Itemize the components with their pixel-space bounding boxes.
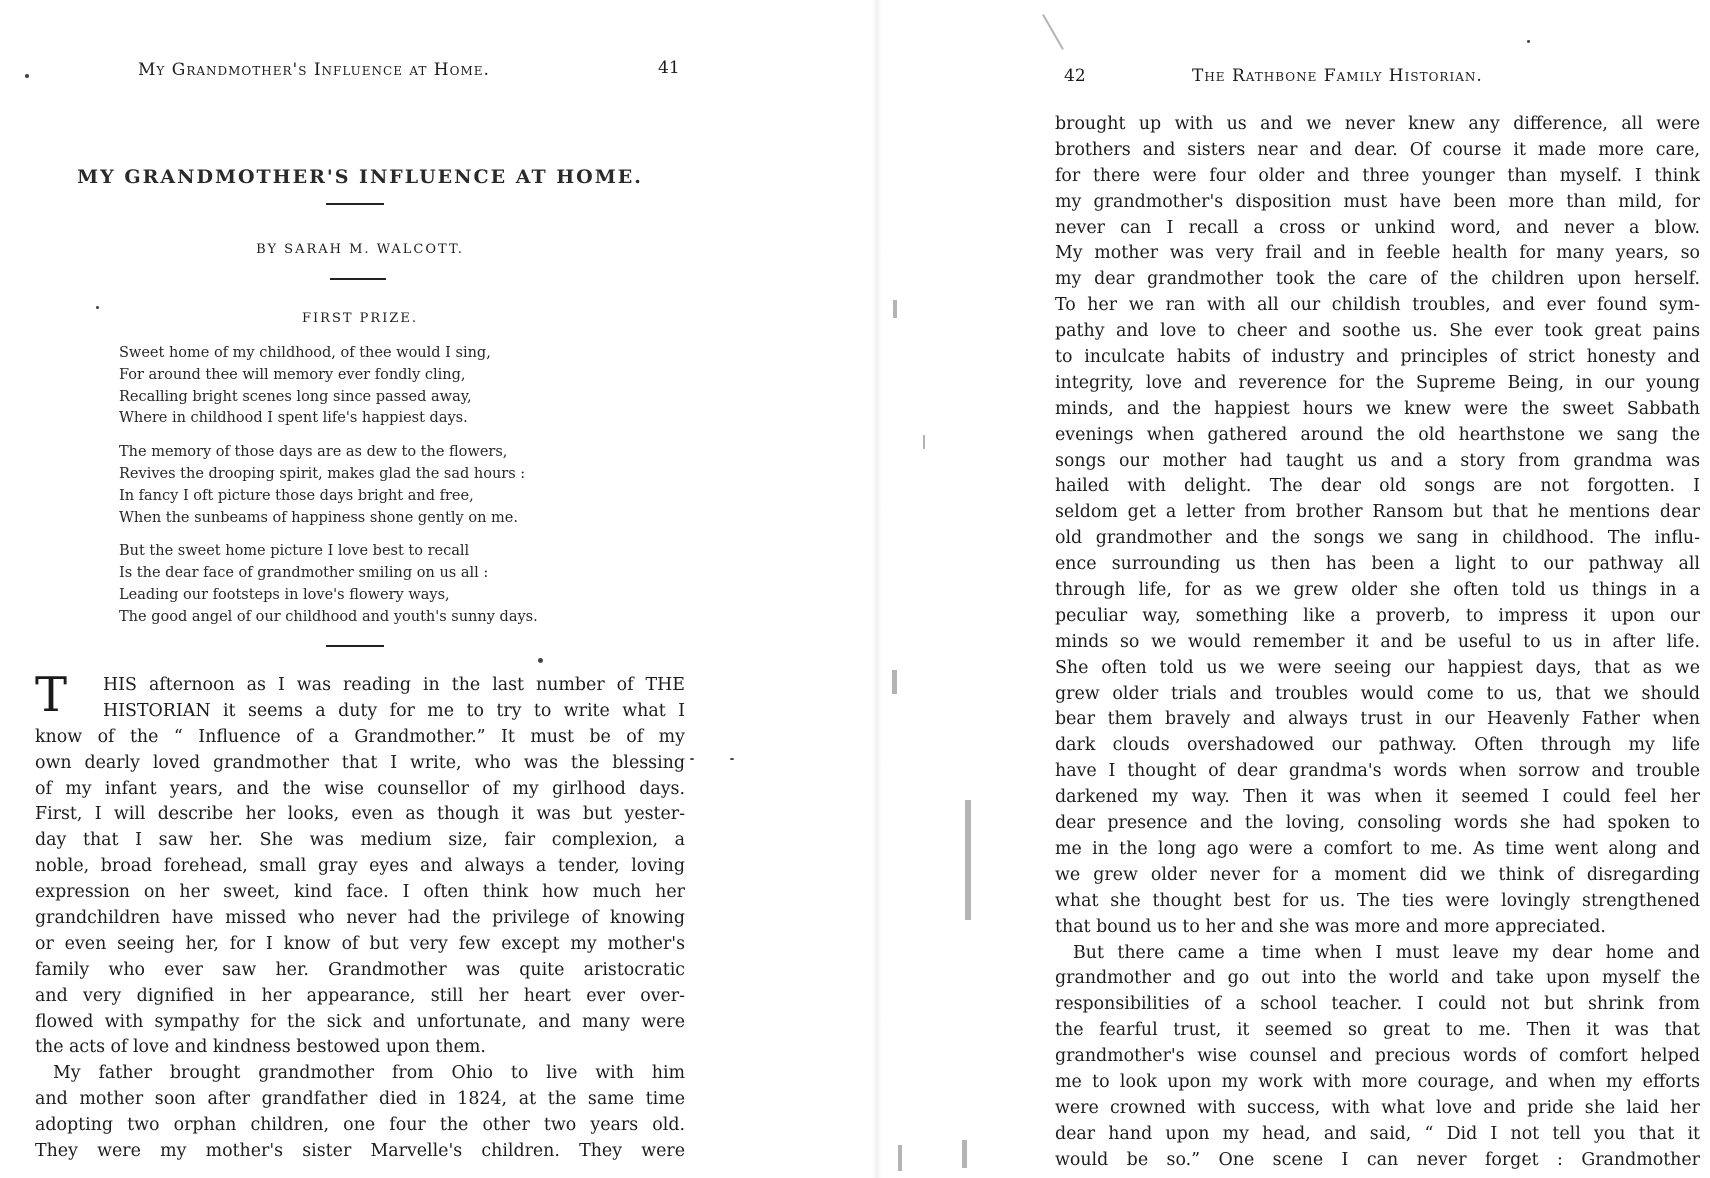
prose-line: brothers and sisters near and dear. Of course it made more care, xyxy=(1055,139,1700,160)
scan-speck xyxy=(96,306,99,309)
prose-line: bear them bravely and always trust in our Heavenly Father when xyxy=(1055,709,1700,730)
prose-line: me to look upon my work with more courage, and when my efforts xyxy=(1055,1071,1700,1092)
prose-line: seldom get a letter from brother Ransom but that he mentions dear xyxy=(1055,502,1700,523)
prose-line: grandmother's wise counsel and precious words of comfort helped xyxy=(1055,1046,1700,1067)
poem-line: But the sweet home picture I love best to recall xyxy=(119,543,470,560)
prose-line: what she thought best for us. The ties were lovingly strengthened xyxy=(1055,890,1700,911)
prose-line: of my infant years, and the wise counsellor of my girlhood days. xyxy=(35,778,685,799)
poem-rule xyxy=(326,645,384,647)
prose-line: dear hand upon my head, and said, “ Did I not tell you that it xyxy=(1055,1123,1700,1144)
poem-stanza xyxy=(119,343,639,430)
prose-line: songs our mother had taught us and a story from grandma was xyxy=(1055,450,1700,471)
prose-line: never can I recall a cross or unkind word, and never a blow. xyxy=(1055,217,1700,238)
prose-line: flowed with sympathy for the sick and unfortunate, and many were xyxy=(35,1011,685,1032)
poem-line: Revives the drooping spirit, makes glad the sad hours : xyxy=(119,465,526,482)
poem-stanza xyxy=(119,541,639,628)
prose-line: to inculcate habits of industry and principles of strict honesty and xyxy=(1055,347,1700,368)
prose-line: noble, broad forehead, small gray eyes and always a tender, loving xyxy=(35,856,685,877)
prose-line: minds, and the happiest hours we knew were the sweet Sabbath xyxy=(1055,398,1700,419)
prose-line: minds so we would remember it and be useful to us in after life. xyxy=(1055,631,1700,652)
byline-rule xyxy=(330,278,386,280)
prize-label: FIRST PRIZE. xyxy=(302,311,418,326)
left-prose xyxy=(35,667,685,1165)
prose-line: My mother was very frail and in feeble health for many years, so xyxy=(1055,243,1700,264)
prose-line: my grandmother's disposition must have been more than mild, for xyxy=(1055,191,1700,212)
prose-line: grandchildren have missed who never had the privilege of knowing xyxy=(35,908,685,929)
prose-line: the acts of love and kindness bestowed upon them. xyxy=(35,1037,486,1058)
prose-line: expression on her sweet, kind face. I often think how much her xyxy=(35,882,685,903)
scan-blot xyxy=(923,435,925,449)
poem-line: In fancy I oft picture those days bright and free, xyxy=(119,487,474,504)
prose-line: that bound us to her and she was more and more appreciated. xyxy=(1055,916,1606,937)
author-byline: BY SARAH M. WALCOTT. xyxy=(256,242,464,257)
prose-line: She often told us we were seeing our happiest days, that as we xyxy=(1055,657,1700,678)
prose-line: for there were four older and three younger than myself. I think xyxy=(1055,165,1700,186)
prose-line: me in the long ago were a comfort to me. As time went along and xyxy=(1055,838,1700,859)
poem-line: Sweet home of my childhood, of thee would I sing, xyxy=(119,345,491,361)
scan-blot xyxy=(892,670,897,694)
prose-line: family who ever saw her. Grandmother was quite aristocratic xyxy=(35,959,685,980)
prose-line: day that I saw her. She was medium size, fair complexion, a xyxy=(35,830,685,851)
left-running-head: My Grandmother's Influence at Home. xyxy=(138,60,490,80)
prose-line: ence surrounding us then has been a light to our pathway all xyxy=(1055,554,1700,575)
scan-blot xyxy=(962,1140,967,1168)
prose-line: hailed with delight. The dear old songs are not forgotten. I xyxy=(1055,476,1700,497)
prose-line: the fearful trust, it seemed so great to me. Then it was that xyxy=(1055,1020,1700,1041)
poem-line: For around thee will memory ever fondly cling, xyxy=(119,366,466,383)
prose-line: old grandmother and the songs we sang in childhood. The influ- xyxy=(1055,528,1700,549)
prose-line: would be so.” One scene I can never forget : Grandmother xyxy=(1055,1149,1700,1170)
prose-line: integrity, love and reverence for the Supreme Being, in our young xyxy=(1055,372,1700,393)
right-page xyxy=(880,0,1710,1178)
scan-speck xyxy=(538,658,543,663)
prose-line: First, I will describe her looks, even as though it was but yester- xyxy=(35,804,685,825)
article-title: MY GRANDMOTHER'S INFLUENCE AT HOME. xyxy=(77,166,643,188)
prose-line: dear presence and the loving, consoling words she had spoken to xyxy=(1055,813,1700,834)
scan-blot xyxy=(898,1145,902,1171)
prose-line: adopting two orphan children, one four the other two years old. xyxy=(35,1115,685,1136)
poem-line: Recalling bright scenes long since passed away, xyxy=(119,388,472,405)
prose-line: through life, for as we grew older she often told us things in a xyxy=(1055,580,1700,601)
prose-line: we grew older never for a moment did we think of disregarding xyxy=(1055,864,1700,885)
scan-blot xyxy=(965,800,971,920)
title-rule xyxy=(326,203,384,205)
prose-line: brought up with us and we never knew any difference, all were xyxy=(1055,114,1700,134)
right-prose xyxy=(1055,112,1700,1174)
prose-line: and very dignified in her appearance, still her heart ever over- xyxy=(35,985,685,1006)
scan-speck xyxy=(1527,40,1530,43)
prose-line: grew older trials and troubles would come to us, that we should xyxy=(1055,683,1700,704)
right-page-number: 42 xyxy=(1064,66,1086,86)
scan-speck xyxy=(730,758,734,760)
poem-line: Where in childhood I spent life's happiest days. xyxy=(119,410,468,427)
scan-blot xyxy=(1042,14,1064,50)
prose-line: They were my mother's sister Marvelle's children. They were xyxy=(35,1141,685,1162)
prose-line: evenings when gathered around the old hearthstone we sang the xyxy=(1055,424,1700,445)
prose-line: HISTORIAN it seems a duty for me to try to write what I xyxy=(103,700,685,721)
prose-line: know of the “ Influence of a Grandmother.” It must be of my xyxy=(35,726,685,747)
poem-line: Leading our footsteps in love's flowery ways, xyxy=(119,586,450,603)
scan-blot xyxy=(893,300,897,318)
prose-line: pathy and love to cheer and soothe us. She ever took great pains xyxy=(1055,321,1700,342)
prose-line: were crowned with success, with what love and pride she laid her xyxy=(1055,1097,1700,1118)
prose-line: responsibilities of a school teacher. I could not but shrink from xyxy=(1055,994,1700,1015)
prose-line: To her we ran with all our childish troubles, and ever found sym- xyxy=(1055,295,1700,316)
right-running-head: The Rathbone Family Historian. xyxy=(1192,66,1483,86)
prose-line: my dear grandmother took the care of the children upon herself. xyxy=(1055,269,1700,290)
left-page-number: 41 xyxy=(658,58,680,78)
poem-line: Is the dear face of grandmother smiling on us all : xyxy=(119,565,489,582)
prose-line: dark clouds overshadowed our pathway. Often through my life xyxy=(1055,735,1700,756)
poem-line: The memory of those days are as dew to the flowers, xyxy=(119,444,508,461)
scan-speck xyxy=(25,74,29,78)
poem-line: When the sunbeams of happiness shone gently on me. xyxy=(119,509,518,526)
prose-line: HIS afternoon as I was reading in the last number of THE xyxy=(103,675,685,695)
poem xyxy=(119,343,639,641)
poem-stanza xyxy=(119,442,639,529)
prose-line: peculiar way, something like a proverb, to impress it upon our xyxy=(1055,605,1700,626)
poem-line: The good angel of our childhood and youth's sunny days. xyxy=(119,608,538,625)
prose-line: or even seeing her, for I know of but very few except my mother's xyxy=(35,933,685,954)
prose-line: grandmother and go out into the world and take upon myself the xyxy=(1055,968,1700,989)
prose-line: own dearly loved grandmother that I write, who was the blessing xyxy=(35,752,685,773)
prose-line: have I thought of dear grandma's words when sorrow and trouble xyxy=(1055,761,1700,782)
prose-line: My father brought grandmother from Ohio to live with him xyxy=(53,1063,685,1084)
prose-line: darkened my way. Then it was when it seemed I could feel her xyxy=(1055,787,1700,808)
prose-line: and mother soon after grandfather died in 1824, at the same time xyxy=(35,1089,685,1110)
drop-cap: T xyxy=(35,667,68,723)
prose-line: But there came a time when I must leave my dear home and xyxy=(1073,942,1700,963)
scan-speck xyxy=(690,758,694,760)
